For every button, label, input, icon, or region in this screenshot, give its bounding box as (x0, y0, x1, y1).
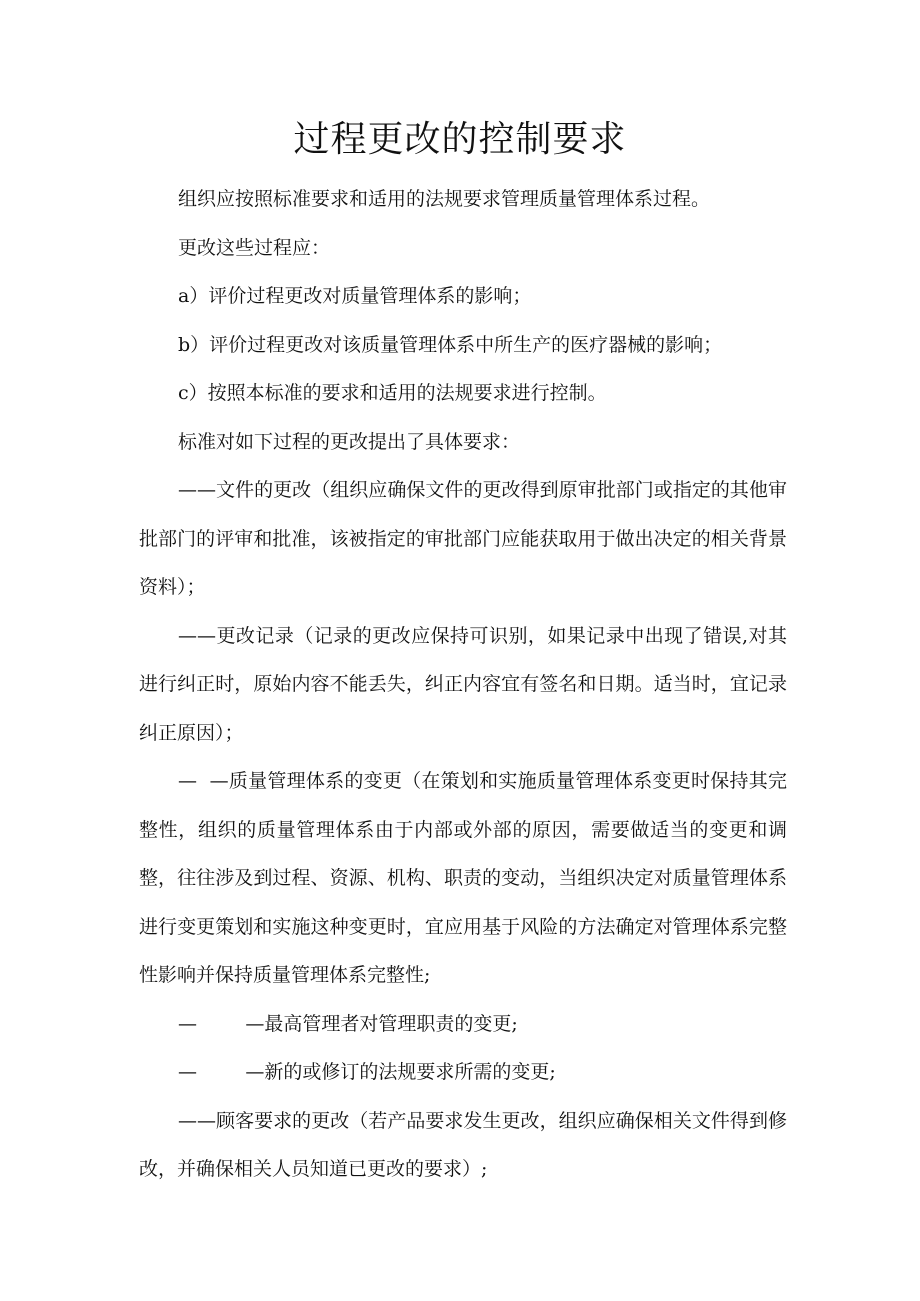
dash-item-record-changes: ——更改记录（记录的更改应保持可识别，如果记录中出现了错误,对其进行纠正时，原始内容不能丢失，纠正内容宜有签名和日期。适当时，宜记录纠正原因）； (139, 624, 787, 744)
paragraph-standard-requirements: 标准对如下过程的更改提出了具体要求： (178, 430, 521, 453)
list-item-a: a）评价过程更改对质量管理体系的影响； (178, 285, 532, 307)
dash-item-management-responsibility: — —最高管理者对管理职责的变更; (178, 1012, 518, 1035)
paragraph-intro: 组织应按照标准要求和适用的法规要求管理质量管理体系过程。 (178, 188, 711, 210)
list-item-c: c）按照本标准的要求和适用的法规要求进行控制。 (178, 382, 607, 404)
dash-item-regulatory-changes: — —新的或修订的法规要求所需的变更; (178, 1061, 556, 1083)
dash-item-qms-changes: — —质量管理体系的变更（在策划和实施质量管理体系变更时保持其完整性，组织的质量管理体系由于内部或外部的原因，需要做适当的变更和调整，往往涉及到过程、资源、机构、职责的变动，当组织决定对质量管理体系进行变更策划和实施这种变更时，宜应用基于风险的方法确定对管理体系完整性影响并保持质量管理体系完整性; (139, 770, 787, 986)
dash-item-document-changes: ——文件的更改（组织应确保文件的更改得到原审批部门或指定的其他审批部门的评审和批准，该被指定的审批部门应能获取用于做出决定的相关背景资料）； (139, 479, 787, 598)
document-body (139, 175, 787, 1194)
document-title: 过程更改的控制要求 (293, 119, 627, 160)
paragraph-change-process: 更改这些过程应： (178, 236, 331, 259)
dash-item-customer-changes: ——顾客要求的更改（若产品要求发生更改，组织应确保相关文件得到修改，并确保相关人员知道已更改的要求）; (139, 1109, 787, 1180)
list-item-b: b）评价过程更改对该质量管理体系中所生产的医疗器械的影响； (178, 333, 723, 356)
